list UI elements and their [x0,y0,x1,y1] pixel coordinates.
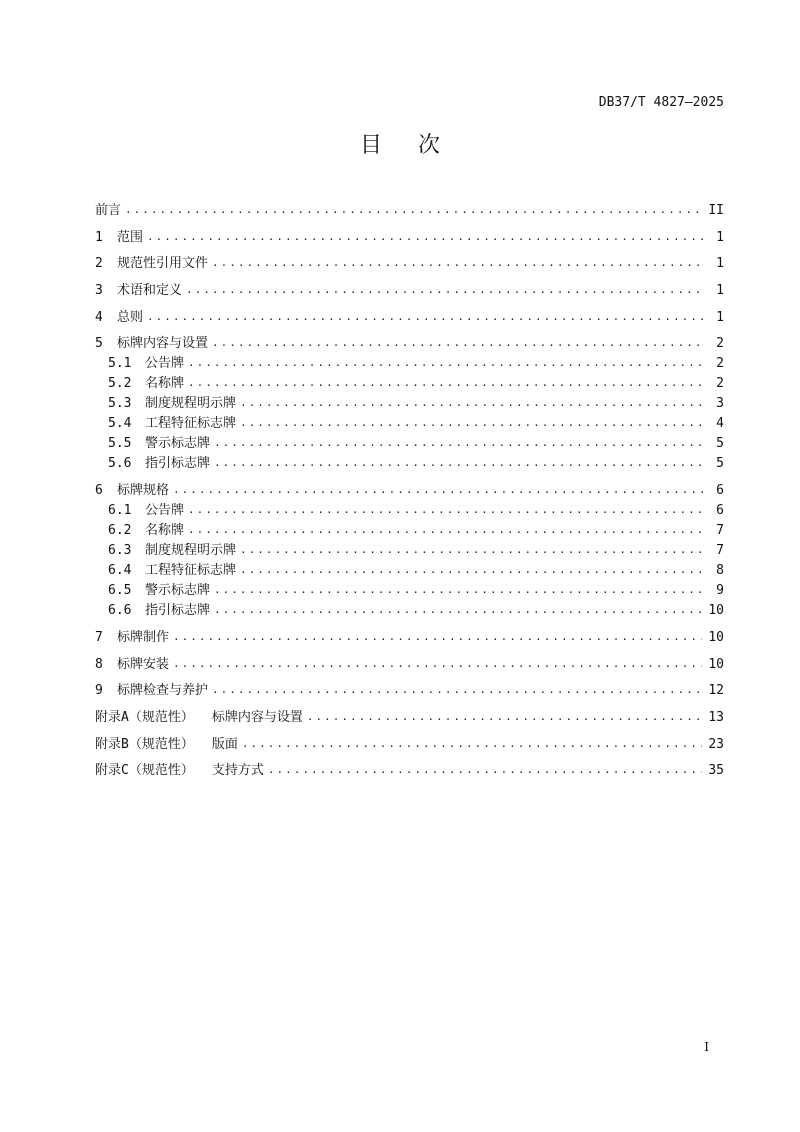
toc-entry-page: 4 [716,416,724,432]
toc-entry[interactable] [95,561,724,581]
toc-entry[interactable] [95,581,724,601]
toc-entry[interactable] [95,735,724,755]
toc-entry-number: 6.2 [108,523,132,539]
toc-entry-label: 标牌制作 [117,629,170,645]
toc-leader-dots [173,480,706,500]
toc-entry-number: 1 [95,229,103,245]
toc-entry-page: 13 [708,709,724,725]
toc-entry-page: 12 [708,683,724,699]
toc-entry-label: 制度规程明示牌 [145,543,237,559]
toc-entry-label: 前言 [95,203,122,218]
toc-leader-dots [212,680,702,700]
toc-entry-label: 制度规程明示牌 [145,396,237,412]
toc-entry-page: 23 [708,736,724,752]
toc-entry-number: 6.1 [108,503,132,519]
toc-appendix-label: 附录C（规范性） [95,763,194,779]
toc-entry[interactable] [95,281,724,301]
toc-entry-lead [95,761,264,781]
toc-entry[interactable] [95,761,724,781]
toc-entry[interactable] [95,201,724,221]
toc-entry-page: II [708,203,724,218]
toc-entry[interactable] [95,308,724,328]
toc-entry-number: 4 [95,309,103,325]
toc-entry-number: 8 [95,656,103,672]
toc-leader-dots [147,227,706,247]
toc-entry-lead [95,201,121,221]
toc-leader-dots [147,307,706,327]
toc-entry-page: 6 [716,483,724,499]
toc-entry[interactable] [95,434,724,454]
toc-entry-number: 5.5 [108,436,132,452]
toc-entry-number: 5.4 [108,416,132,432]
toc-entry-lead [95,655,169,675]
toc-entry-lead [95,628,169,648]
toc-entry-number: 6.5 [108,583,132,599]
toc-entry-number: 6.4 [108,563,132,579]
toc-entry-number: 5.2 [108,376,132,392]
toc-entry[interactable] [95,541,724,561]
toc-entry-page: 6 [716,503,724,519]
toc-entry[interactable] [95,228,724,248]
toc-leader-dots [214,433,706,453]
toc-entry-lead [95,254,208,274]
toc-entry-lead [95,454,210,474]
toc-entry-number: 6 [95,483,103,499]
toc-appendix-label: 附录A（规范性） [95,709,194,725]
toc-entry-lead [95,281,182,301]
toc-entry-lead [95,501,184,521]
toc-entry[interactable] [95,374,724,394]
toc-leader-dots [125,200,702,220]
toc-leader-dots [240,560,706,580]
toc-entry-label: 警示标志牌 [145,436,211,452]
toc-entry[interactable] [95,521,724,541]
toc-entry[interactable] [95,628,724,648]
toc-entry-lead [95,374,184,394]
toc-entry-page: 2 [716,376,724,392]
toc-entry-label: 标牌内容与设置 [211,709,303,725]
toc-entry-number: 2 [95,256,103,272]
toc-entry[interactable] [95,334,724,354]
toc-entry-label: 版面 [211,736,238,752]
toc-entry[interactable] [95,601,724,621]
toc-entry-number: 9 [95,683,103,699]
page-number: I [704,1040,709,1054]
toc-entry-lead [95,308,143,328]
toc-appendix-label: 附录B（规范性） [95,736,194,752]
toc-entry[interactable] [95,394,724,414]
toc-entry-lead [95,708,303,728]
toc-leader-dots [212,333,706,353]
toc-entry-label: 指引标志牌 [145,603,211,619]
toc-leader-dots [240,393,706,413]
toc-leader-dots [240,540,706,560]
toc-entry-lead [95,394,236,414]
toc-entry-label: 标牌安装 [117,656,170,672]
toc-leader-dots [240,413,706,433]
toc-entry-label: 指引标志牌 [145,456,211,472]
toc-entry-lead [95,561,236,581]
toc-leader-dots [188,373,706,393]
toc-leader-dots [242,734,703,754]
toc-entry-number: 6.3 [108,543,132,559]
toc-entry-label: 支持方式 [211,763,264,779]
toc-entry-page: 2 [716,356,724,372]
toc-entry[interactable] [95,481,724,501]
toc-entry-label: 公告牌 [145,356,185,372]
toc-entry-lead [95,601,210,621]
toc-entry-page: 5 [716,456,724,472]
toc-entry-label: 范围 [117,229,144,245]
document-code: DB37/T 4827—2025 [598,95,724,110]
toc-leader-dots [212,253,706,273]
toc-leader-dots [214,600,702,620]
toc-entry[interactable] [95,501,724,521]
toc-entry-lead [95,354,184,374]
toc-entry-label: 标牌检查与养护 [117,683,209,699]
toc-entry-number: 5.6 [108,456,132,472]
toc-leader-dots [214,580,706,600]
toc-entry-label: 标牌内容与设置 [117,336,209,352]
toc-entry-label: 名称牌 [145,523,185,539]
toc-entry-lead [95,334,208,354]
toc-entry-lead [95,681,208,701]
toc-entry[interactable] [95,414,724,434]
toc-entry-lead [95,434,210,454]
toc-entry-page: 10 [708,603,724,619]
toc-entry-number: 5.1 [108,356,132,372]
toc-entry-page: 10 [708,629,724,645]
toc-entry-number: 5.3 [108,396,132,412]
toc-entry-label: 工程特征标志牌 [145,416,237,432]
toc-entry[interactable] [95,254,724,274]
toc-entry-lead [95,735,238,755]
toc-entry-label: 术语和定义 [117,283,183,299]
toc-entry-lead [95,414,236,434]
table-of-contents [95,201,724,781]
toc-entry-page: 1 [716,256,724,272]
toc-entry-page: 35 [708,763,724,779]
toc-entry-page: 1 [716,283,724,299]
toc-entry-number: 3 [95,283,103,299]
toc-entry-page: 9 [716,583,724,599]
toc-leader-dots [188,353,706,373]
toc-leader-dots [307,707,703,727]
toc-entry-page: 1 [716,309,724,325]
toc-leader-dots [173,654,702,674]
toc-entry[interactable] [95,681,724,701]
toc-entry-label: 总则 [117,309,144,325]
toc-entry-page: 7 [716,543,724,559]
toc-entry-page: 10 [708,656,724,672]
toc-entry-number: 7 [95,629,103,645]
toc-entry[interactable] [95,354,724,374]
toc-entry-label: 标牌规格 [117,483,170,499]
toc-entry-lead [95,541,236,561]
toc-leader-dots [188,500,706,520]
toc-entry-page: 7 [716,523,724,539]
toc-entry[interactable] [95,655,724,675]
toc-entry-label: 警示标志牌 [145,583,211,599]
toc-entry-lead [95,581,210,601]
toc-entry[interactable] [95,708,724,728]
toc-entry-page: 8 [716,563,724,579]
toc-entry-label: 工程特征标志牌 [145,563,237,579]
toc-entry-page: 3 [716,396,724,412]
toc-leader-dots [186,280,706,300]
toc-entry-number: 5 [95,336,103,352]
toc-entry-lead [95,521,184,541]
toc-entry-number: 6.6 [108,603,132,619]
toc-entry-label: 公告牌 [145,503,185,519]
toc-entry-label: 名称牌 [145,376,185,392]
toc-entry[interactable] [95,454,724,474]
toc-entry-page: 1 [716,229,724,245]
toc-entry-label: 规范性引用文件 [117,256,209,272]
toc-entry-lead [95,481,169,501]
toc-entry-lead [95,228,143,248]
toc-entry-page: 5 [716,436,724,452]
toc-leader-dots [268,760,703,780]
toc-leader-dots [188,520,706,540]
toc-entry-page: 2 [716,336,724,352]
toc-leader-dots [214,453,706,473]
page-title: 目次 [359,133,476,158]
toc-leader-dots [173,627,702,647]
